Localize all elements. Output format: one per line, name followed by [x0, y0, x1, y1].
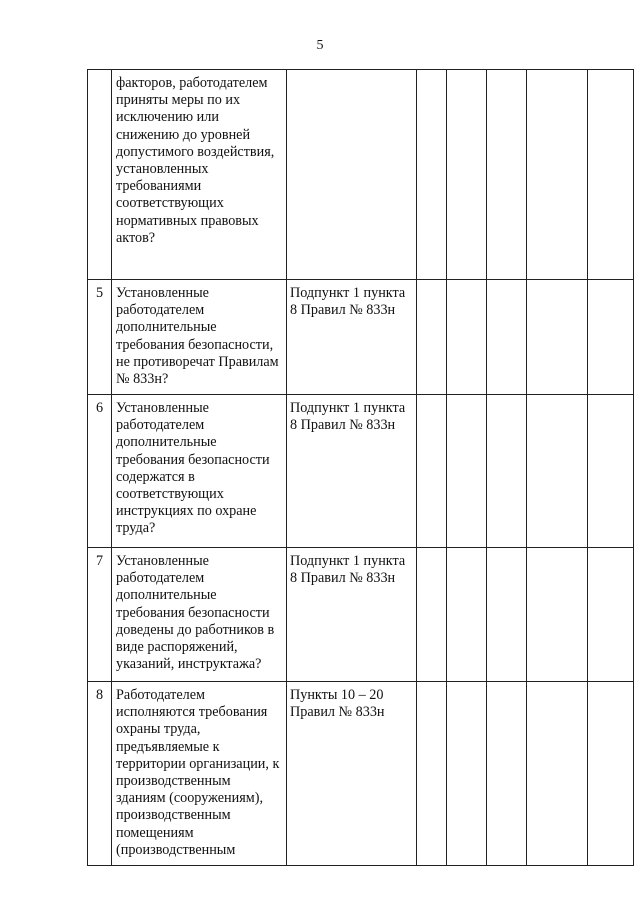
table-row — [88, 548, 634, 682]
notes-cell — [588, 280, 634, 395]
answer-cell — [417, 682, 447, 866]
answer-cell — [417, 70, 447, 280]
requirement-question: Установленные работодателем дополнительные требования безопасности доведены до работников в виде распоряжений, указаний, инструктажа? — [112, 548, 287, 682]
notes-cell — [588, 682, 634, 866]
legal-reference: Подпункт 1 пункта 8 Правил № 833н — [287, 395, 417, 548]
answer-cell — [417, 548, 447, 682]
requirement-question: Установленные работодателем дополнительные требования безопасности содержатся в соответствующих инструкциях по охране труда? — [112, 395, 287, 548]
row-number: 7 — [88, 548, 112, 682]
table-row — [88, 682, 634, 866]
answer-cell — [487, 548, 527, 682]
answer-cell — [487, 395, 527, 548]
requirement-question: Работодателем исполняются требования охраны труда, предъявляемые к территории организации, к производственным зданиям (сооружениям), производственным помещениям (производственным — [112, 682, 287, 866]
notes-cell — [588, 548, 634, 682]
answer-cell — [527, 70, 588, 280]
checklist-table — [87, 69, 634, 866]
row-number: 8 — [88, 682, 112, 866]
legal-reference: Подпункт 1 пункта 8 Правил № 833н — [287, 280, 417, 395]
answer-cell — [447, 682, 487, 866]
answer-cell — [447, 280, 487, 395]
legal-reference: Пункты 10 – 20 Правил № 833н — [287, 682, 417, 866]
answer-cell — [447, 70, 487, 280]
row-number — [88, 70, 112, 280]
row-number: 5 — [88, 280, 112, 395]
answer-cell — [447, 395, 487, 548]
answer-cell — [417, 280, 447, 395]
notes-cell — [588, 70, 634, 280]
answer-cell — [527, 280, 588, 395]
answer-cell — [487, 70, 527, 280]
answer-cell — [487, 280, 527, 395]
table-row — [88, 70, 634, 280]
answer-cell — [527, 395, 588, 548]
answer-cell — [527, 682, 588, 866]
legal-reference — [287, 70, 417, 280]
table-row — [88, 280, 634, 395]
answer-cell — [527, 548, 588, 682]
legal-reference: Подпункт 1 пункта 8 Правил № 833н — [287, 548, 417, 682]
requirement-question: Установленные работодателем дополнительные требования безопасности, не противоречат Правилам № 833н? — [112, 280, 287, 395]
answer-cell — [487, 682, 527, 866]
row-number: 6 — [88, 395, 112, 548]
page-number: 5 — [316, 38, 324, 53]
answer-cell — [447, 548, 487, 682]
answer-cell — [417, 395, 447, 548]
notes-cell — [588, 395, 634, 548]
requirement-question: факторов, работодателем приняты меры по их исключению или снижению до уровней допустимого воздействия, установленных требованиями соответствующих нормативных правовых актов? — [112, 70, 287, 280]
table-row — [88, 395, 634, 548]
